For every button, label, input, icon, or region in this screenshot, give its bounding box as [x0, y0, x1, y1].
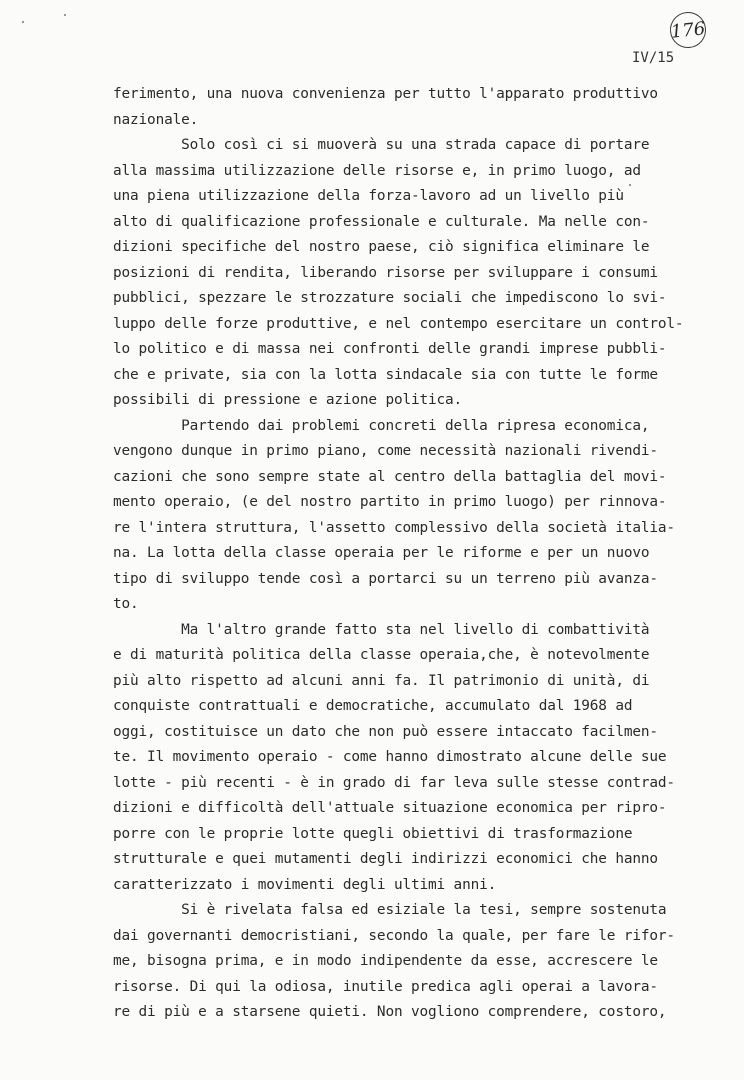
text-line: mento operaio, (e del nostro partito in primo luogo) per rinnova- — [113, 494, 667, 510]
text-line: na. La lotta della classe operaia per le riforme e per un nuovo — [113, 545, 650, 561]
text-line: alto di qualificazione professionale e culturale. Ma nelle con- — [113, 213, 650, 230]
text-line: possibili di pressione e azione politica. — [113, 392, 463, 408]
text-line: e di maturità politica della classe operaia,che, è notevolmente — [113, 647, 650, 663]
text-line: tipo di sviluppo tende così a portarci su un terreno più avanza- — [113, 570, 658, 587]
text-line: alla massima utilizzazione delle risorse e, in primo luogo, ad — [113, 162, 641, 179]
text-line: pubblici, spezzare le strozzature sociali che impediscono lo svi- — [113, 290, 667, 306]
text-line: re l'intera struttura, l'assetto complessivo della società italia- — [113, 519, 675, 536]
text-line: luppo delle forze produttive, e nel contempo esercitare un control- — [113, 315, 684, 332]
text-line: conquiste contrattuali e democratiche, accumulato dal 1968 ad — [113, 698, 633, 714]
text-line: to. — [113, 596, 139, 612]
archive-stamp-number: 176 — [668, 10, 708, 50]
text-line: re di più e a starsene quieti. Non vogliono comprendere, costoro, — [113, 1004, 667, 1020]
text-line: Ma l'altro grande fatto sta nel livello di combattività — [113, 621, 650, 638]
paper-speck — [22, 21, 24, 23]
text-line: una piena utilizzazione della forza-lavoro ad un livello più — [113, 188, 624, 204]
text-line: che e private, sia con la lotta sindacale sia con tutte le forme — [113, 366, 658, 383]
text-line: dizioni specifiche del nostro paese, ciò significa eliminare le — [113, 239, 650, 255]
text-line: risorse. Di qui la odiosa, inutile predica agli operai a lavora- — [113, 978, 658, 995]
text-line: lo politico e di massa nei confronti delle grandi imprese pubbli- — [113, 341, 667, 357]
body-text — [113, 82, 713, 1026]
text-line: caratterizzato i movimenti degli ultimi anni. — [113, 876, 497, 893]
text-line: Partendo dai problemi concreti della ripresa economica, — [113, 417, 650, 434]
text-line: più alto rispetto ad alcuni anni fa. Il patrimonio di unità, di — [113, 672, 650, 689]
text-line: te. Il movimento operaio - come hanno dimostrato alcune delle sue — [113, 749, 667, 765]
text-line: oggi, costituisce un dato che non può essere intaccato facilmen- — [113, 723, 658, 740]
text-line: dai governanti democristiani, secondo la quale, per fare le rifor- — [113, 927, 675, 944]
text-line: me, bisogna prima, e in modo indipendente da esse, accrescere le — [113, 953, 658, 969]
text-line: dizioni e difficoltà dell'attuale situazione economica per ripro- — [113, 800, 667, 816]
text-line: strutturale e quei mutamenti degli indirizzi economici che hanno — [113, 851, 658, 867]
text-line: porre con le proprie lotte quegli obiettivi di trasformazione — [113, 825, 633, 842]
text-line: posizioni di rendita, liberando risorse per sviluppare i consumi — [113, 264, 658, 281]
text-line: Solo così ci si muoverà su una strada capace di portare — [113, 137, 650, 153]
page-number: IV/15 — [632, 50, 675, 66]
text-line: lotte - più recenti - è in grado di far leva sulle stesse contrad- — [113, 774, 675, 791]
paper-speck — [64, 14, 66, 16]
text-line: vengono dunque in primo piano, come necessità nazionali rivendi- — [113, 443, 658, 459]
text-line: Si è rivelata falsa ed esiziale la tesi, sempre sostenuta — [113, 902, 667, 918]
text-line: nazionale. — [113, 111, 199, 128]
text-line: cazioni che sono sempre state al centro della battaglia del movi- — [113, 468, 667, 485]
text-line: ferimento, una nuova convenienza per tutto l'apparato produttivo — [113, 86, 658, 102]
